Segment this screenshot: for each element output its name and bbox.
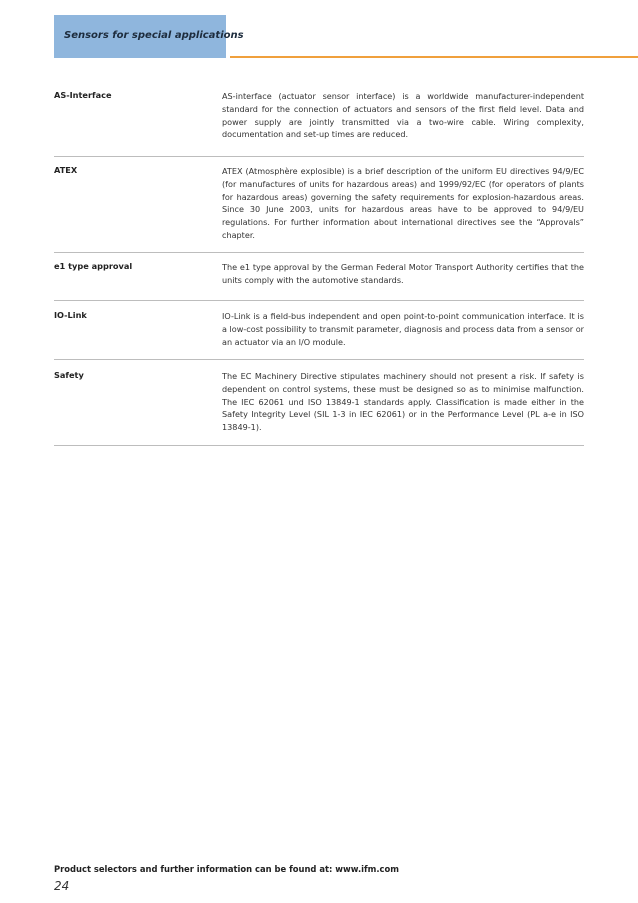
term-description: The EC Machinery Directive stipulates machinery should not present a risk. If safety is dependent on control systems, these must be designed so as to minimise malfunction. The IEC 62061 und ISO 13849-1 standards apply. Classification is made either in the Safety Integrity Level (SIL 1-3 in IEC 62061) or in the Performance Level (PL a-e in ISO 13849-1). [222, 371, 584, 433]
section-header-tab [54, 15, 244, 58]
term-description: ATEX (Atmosphère explosible) is a brief description of the uniform EU directives 94/9/EC (for manufactures of units for hazardous areas) and 1999/92/EC (for operators of plants for hazardous areas) governing the safety requirements for explosion-hazardous areas. Since 30 June 2003, units for hazardous areas have to be approved to 94/9/EU regulations. For further information about international directives see the “Approvals” chapter. [222, 166, 584, 240]
term-description: The e1 type approval by the German Federal Motor Transport Authority certifies that the units comply with the automotive standards. [222, 262, 584, 285]
term-description: IO-Link is a field-bus independent and open point-to-point communication interface. It is a low-cost possibility to transmit parameter, diagnosis and process data from a sensor or an actuator via an I/O module. [222, 311, 584, 347]
footer-info: Product selectors and further information can be found at: www.ifm.com [54, 864, 399, 874]
divider [54, 252, 584, 253]
divider [54, 445, 584, 446]
term-label: ATEX [54, 165, 78, 175]
page-number: 24 [54, 879, 70, 893]
section-title: Sensors for special applications [64, 30, 244, 41]
term-label: AS-Interface [54, 90, 112, 100]
term-label: IO-Link [54, 310, 87, 320]
term-label: Safety [54, 370, 84, 380]
divider [54, 359, 584, 360]
term-label: e1 type approval [54, 261, 133, 271]
term-description: AS-interface (actuator sensor interface) is a worldwide manufacturer-independent standard for the connection of actuators and sensors of the first field level. Data and power supply are jointly transmitted via a two-wire cable. Wiring complexity, documentation and set-up times are reduced. [222, 91, 584, 140]
divider [54, 156, 584, 157]
header-accent-line [230, 56, 638, 58]
divider [54, 300, 584, 301]
